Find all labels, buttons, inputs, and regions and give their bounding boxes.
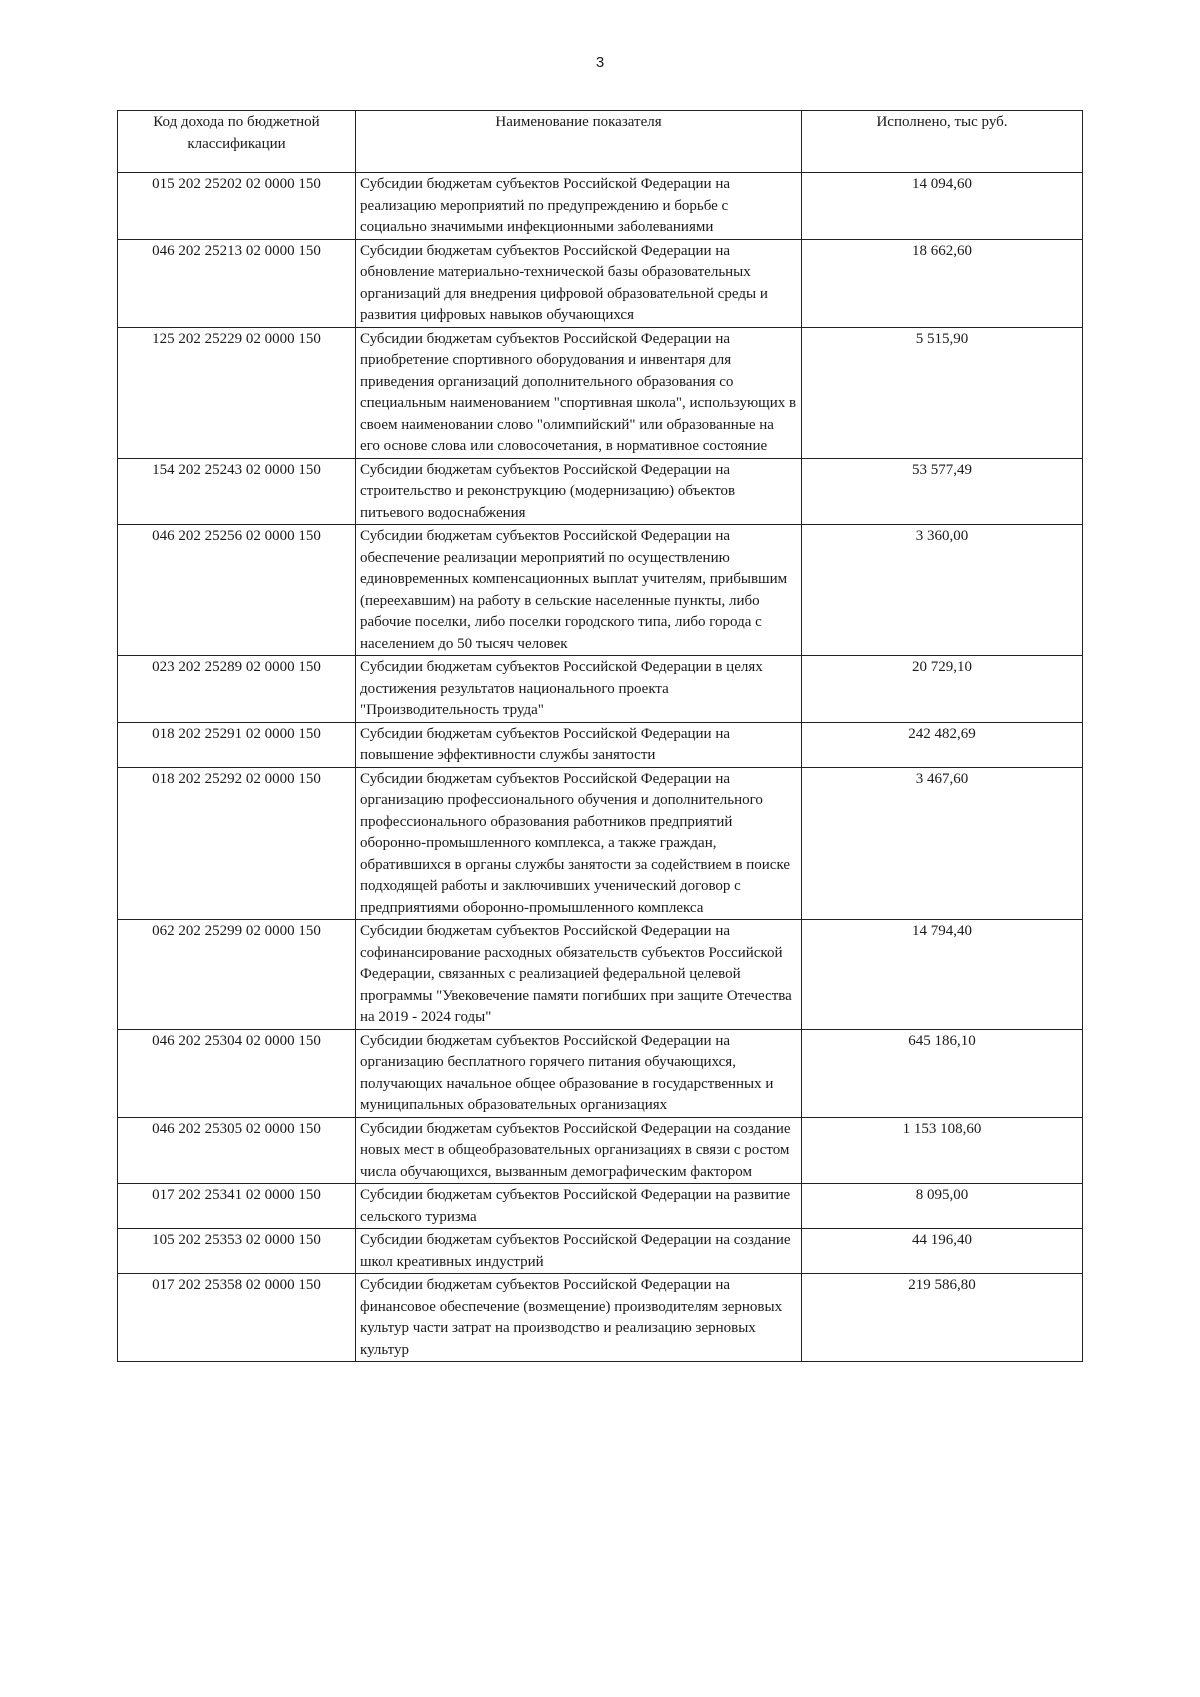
row-value: 53 577,49 [802, 458, 1083, 525]
row-code: 015 202 25202 02 0000 150 [118, 173, 356, 240]
row-name: Субсидии бюджетам субъектов Российской Федерации на финансовое обеспечение (возмещение) производителям зерновых культур части затрат на производство и реализацию зерновых культур [356, 1274, 802, 1362]
row-name: Субсидии бюджетам субъектов Российской Федерации на софинансирование расходных обязательств субъектов Российской Федерации, связанных с реализацией федеральной целевой программы "Увековечение памяти погибших при защите Отечества на 2019 - 2024 годы" [356, 920, 802, 1030]
row-name: Субсидии бюджетам субъектов Российской Федерации в целях достижения результатов национального проекта "Производительность труда" [356, 656, 802, 723]
row-code: 046 202 25213 02 0000 150 [118, 239, 356, 327]
table-row [118, 239, 1083, 327]
table-row [118, 1274, 1083, 1362]
row-name: Субсидии бюджетам субъектов Российской Федерации на организацию профессионального обучения и дополнительного профессионального образования работников предприятий оборонно-промышленного комплекса, а также граждан, обратившихся в органы службы занятости за содействием в поиске подходящей работы и заключивших ученический договор с предприятиями оборонно-промышленного комплекса [356, 767, 802, 920]
row-name: Субсидии бюджетам субъектов Российской Федерации на развитие сельского туризма [356, 1184, 802, 1229]
row-code: 125 202 25229 02 0000 150 [118, 327, 356, 458]
row-code: 105 202 25353 02 0000 150 [118, 1229, 356, 1274]
row-code: 062 202 25299 02 0000 150 [118, 920, 356, 1030]
row-value: 3 360,00 [802, 525, 1083, 656]
row-value: 242 482,69 [802, 722, 1083, 767]
table-header-row [118, 111, 1083, 173]
header-code: Код дохода по бюджетной классификации [118, 111, 356, 173]
table-row [118, 1229, 1083, 1274]
budget-table [117, 110, 1083, 1362]
row-name: Субсидии бюджетам субъектов Российской Федерации на повышение эффективности службы занятости [356, 722, 802, 767]
table-row [118, 656, 1083, 723]
row-name: Субсидии бюджетам субъектов Российской Федерации на обеспечение реализации мероприятий по осуществлению единовременных компенсационных выплат учителям, прибывшим (переехавшим) на работу в сельские населенные пункты, либо рабочие поселки, либо поселки городского типа, либо города с населением до 50 тысяч человек [356, 525, 802, 656]
row-value: 14 094,60 [802, 173, 1083, 240]
table-row [118, 1184, 1083, 1229]
row-value: 18 662,60 [802, 239, 1083, 327]
row-value: 1 153 108,60 [802, 1117, 1083, 1184]
table-row [118, 920, 1083, 1030]
row-code: 018 202 25291 02 0000 150 [118, 722, 356, 767]
row-value: 20 729,10 [802, 656, 1083, 723]
table-row [118, 767, 1083, 920]
row-value: 8 095,00 [802, 1184, 1083, 1229]
row-name: Субсидии бюджетам субъектов Российской Федерации на организацию бесплатного горячего питания обучающихся, получающих начальное общее образование в государственных и муниципальных образовательных организациях [356, 1029, 802, 1117]
header-value: Исполнено, тыс руб. [802, 111, 1083, 173]
row-code: 017 202 25358 02 0000 150 [118, 1274, 356, 1362]
row-value: 44 196,40 [802, 1229, 1083, 1274]
row-name: Субсидии бюджетам субъектов Российской Федерации на строительство и реконструкцию (модернизацию) объектов питьевого водоснабжения [356, 458, 802, 525]
table-row [118, 722, 1083, 767]
table-row [118, 327, 1083, 458]
table-row [118, 173, 1083, 240]
row-name: Субсидии бюджетам субъектов Российской Федерации на обновление материально-технической базы образовательных организаций для внедрения цифровой образовательной среды и развития цифровых навыков обучающихся [356, 239, 802, 327]
row-value: 5 515,90 [802, 327, 1083, 458]
row-code: 046 202 25256 02 0000 150 [118, 525, 356, 656]
row-code: 018 202 25292 02 0000 150 [118, 767, 356, 920]
row-value: 3 467,60 [802, 767, 1083, 920]
table-row [118, 1029, 1083, 1117]
table-row [118, 525, 1083, 656]
row-name: Субсидии бюджетам субъектов Российской Федерации на создание новых мест в общеобразовательных организациях в связи с ростом числа обучающихся, вызванным демографическим фактором [356, 1117, 802, 1184]
page-number: 3 [595, 54, 605, 71]
row-name: Субсидии бюджетам субъектов Российской Федерации на реализацию мероприятий по предупреждению и борьбе с социально значимыми инфекционными заболеваниями [356, 173, 802, 240]
table-row [118, 458, 1083, 525]
row-value: 14 794,40 [802, 920, 1083, 1030]
table-row [118, 1117, 1083, 1184]
row-code: 046 202 25305 02 0000 150 [118, 1117, 356, 1184]
row-value: 219 586,80 [802, 1274, 1083, 1362]
row-code: 046 202 25304 02 0000 150 [118, 1029, 356, 1117]
row-code: 154 202 25243 02 0000 150 [118, 458, 356, 525]
row-code: 017 202 25341 02 0000 150 [118, 1184, 356, 1229]
row-value: 645 186,10 [802, 1029, 1083, 1117]
row-name: Субсидии бюджетам субъектов Российской Федерации на создание школ креативных индустрий [356, 1229, 802, 1274]
header-name: Наименование показателя [356, 111, 802, 173]
row-name: Субсидии бюджетам субъектов Российской Федерации на приобретение спортивного оборудования и инвентаря для приведения организаций дополнительного образования со специальным наименованием "спортивная школа", использующих в своем наименовании слово "олимпийский" или образованные на его основе слова или словосочетания, в нормативное состояние [356, 327, 802, 458]
row-code: 023 202 25289 02 0000 150 [118, 656, 356, 723]
